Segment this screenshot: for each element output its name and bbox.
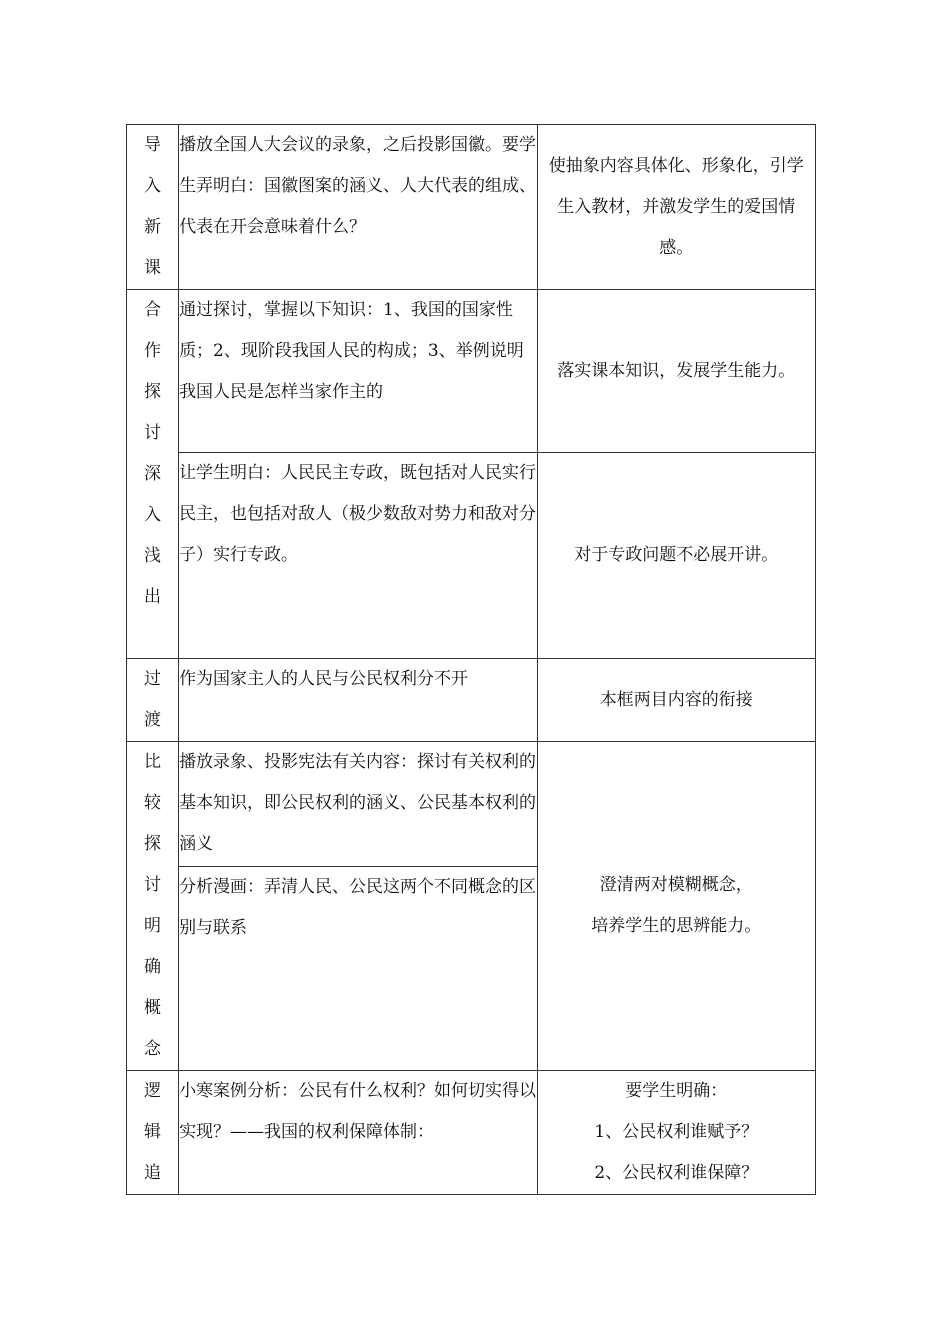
activity-cell: 分析漫画：弄清人民、公民这两个不同概念的区别与联系 — [179, 867, 538, 1071]
table-row — [127, 742, 816, 867]
stage-char: 追 — [144, 1163, 162, 1183]
stage-char: 讨 — [144, 875, 162, 895]
stage-char: 入 — [144, 176, 162, 196]
stage-char: 较 — [144, 793, 162, 813]
stage-char: 深 — [144, 464, 162, 484]
activity-cell: 让学生明白：人民民主专政，既包括对人民实行民主，也包括对敌人（极少数敌对势力和敌对分子）实行专政。 — [179, 453, 538, 659]
table-row — [127, 290, 816, 453]
stage-char: 入 — [144, 505, 162, 525]
activity-cell: 播放录象、投影宪法有关内容：探讨有关权利的基本知识，即公民权利的涵义、公民基本权利的涵义 — [179, 742, 538, 867]
stage-char: 新 — [144, 217, 162, 237]
stage-char: 渡 — [144, 710, 162, 730]
stage-char: 合 — [144, 300, 162, 320]
purpose-line: 要学生明确： — [625, 1081, 728, 1101]
stage-char: 出 — [144, 587, 162, 607]
purpose-line: 1、公民权利谁赋予？ — [594, 1122, 759, 1142]
purpose-line: 澄清两对模糊概念， — [599, 875, 753, 895]
stage-char: 探 — [144, 382, 162, 402]
purpose-cell — [537, 1071, 815, 1195]
stage-cell — [127, 659, 179, 742]
purpose-cell — [537, 742, 815, 1071]
stage-char: 探 — [144, 834, 162, 854]
purpose-cell: 使抽象内容具体化、形象化，引学生入教材，并激发学生的爱国情感。 — [537, 125, 815, 290]
activity-cell: 通过探讨，掌握以下知识：1、我国的国家性质；2、现阶段我国人民的构成；3、举例说明我国人民是怎样当家作主的 — [179, 290, 538, 453]
stage-cell — [127, 1071, 179, 1195]
stage-char: 过 — [144, 669, 162, 689]
stage-char: 导 — [144, 135, 162, 155]
stage-char: 明 — [144, 916, 162, 936]
stage-char: 浅 — [144, 546, 162, 566]
table-row — [127, 125, 816, 290]
stage-char: 辑 — [144, 1122, 162, 1142]
table-row — [127, 659, 816, 742]
stage-cell — [127, 290, 179, 659]
activity-cell: 小寒案例分析：公民有什么权利？如何切实得以实现？——我国的权利保障体制： — [179, 1071, 538, 1195]
purpose-cell: 本框两目内容的衔接 — [537, 659, 815, 742]
stage-cell — [127, 125, 179, 290]
table-row — [127, 1071, 816, 1195]
stage-char: 确 — [144, 957, 162, 977]
purpose-line: 2、公民权利谁保障？ — [594, 1163, 759, 1183]
stage-char: 作 — [144, 341, 162, 361]
lesson-plan-table — [126, 124, 816, 1195]
purpose-line: 培养学生的思辨能力。 — [591, 916, 762, 936]
stage-char: 比 — [144, 752, 162, 772]
activity-cell: 播放全国人大会议的录象，之后投影国徽。要学生弄明白：国徽图案的涵义、人大代表的组成、代表在开会意味着什么？ — [179, 125, 538, 290]
stage-char: 课 — [144, 258, 162, 278]
stage-char: 概 — [144, 998, 162, 1018]
table-row — [127, 453, 816, 659]
stage-char: 念 — [144, 1039, 162, 1059]
stage-cell — [127, 742, 179, 1071]
stage-char: 讨 — [144, 423, 162, 443]
activity-cell: 作为国家主人的人民与公民权利分不开 — [179, 659, 538, 742]
stage-char: 逻 — [144, 1081, 162, 1101]
purpose-cell: 落实课本知识，发展学生能力。 — [537, 290, 815, 453]
purpose-cell: 对于专政问题不必展开讲。 — [537, 453, 815, 659]
